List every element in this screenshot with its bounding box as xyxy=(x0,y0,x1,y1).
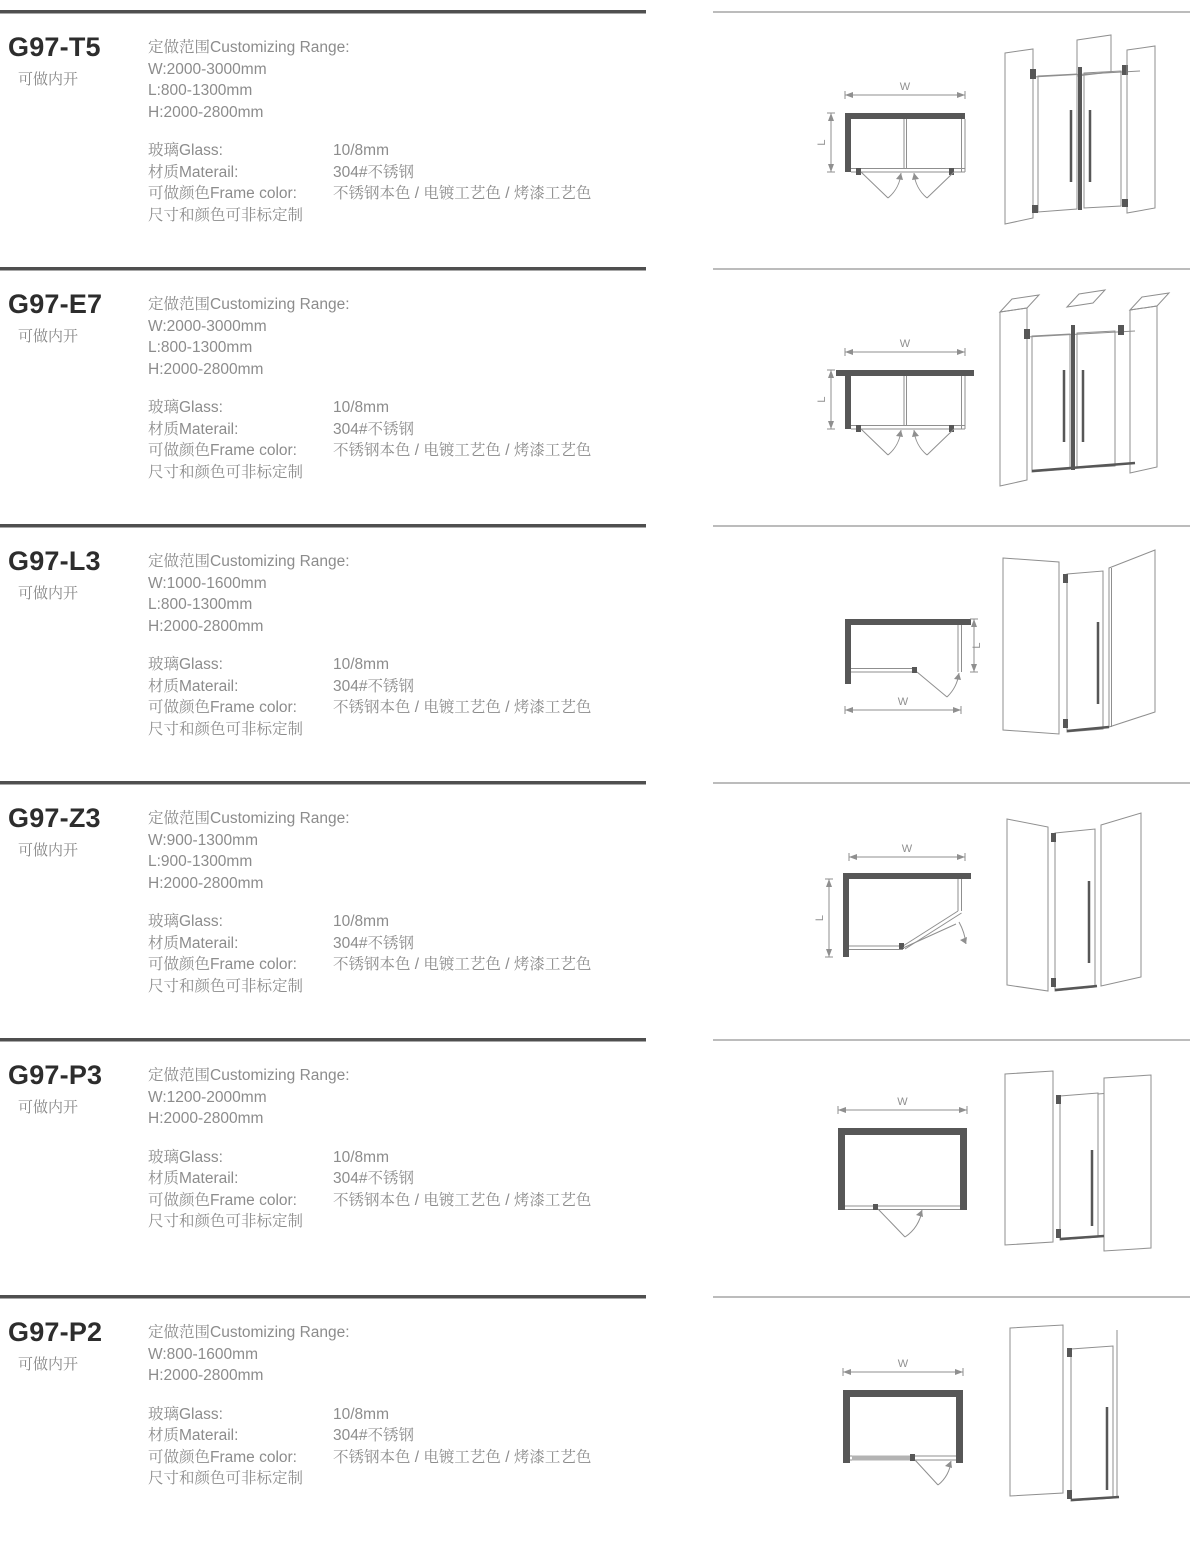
range-title: 定做范围Customizing Range: xyxy=(148,810,350,827)
spec-label: 材质Materail: xyxy=(148,1427,239,1444)
spec-row xyxy=(148,933,591,955)
range-line: H:2000-2800mm xyxy=(148,360,264,378)
divider-left-segment xyxy=(0,781,646,785)
plan-dim-l-label: L xyxy=(816,139,828,146)
product-section xyxy=(0,1295,1200,1552)
plan-dim-w-label: W xyxy=(897,696,909,708)
specs-column xyxy=(148,37,591,226)
spec-label: 材质Materail: xyxy=(148,934,239,952)
spec-row xyxy=(148,719,591,741)
range-line: W:2000-3000mm xyxy=(148,60,267,78)
diagram xyxy=(715,1038,1185,1295)
spec-value: 304#不锈钢 xyxy=(333,163,414,181)
plan-dim-w-label: W xyxy=(901,843,913,855)
spec-row xyxy=(148,1211,591,1233)
model-subtitle: 可做内开 xyxy=(18,842,79,859)
range-line: L:900-1300mm xyxy=(148,853,253,870)
range-line: L:800-1300mm xyxy=(148,596,253,613)
plan-dim-w-label: W xyxy=(899,81,911,93)
plan-dim-l-label: L xyxy=(814,914,826,922)
range-lines xyxy=(148,59,591,124)
range-lines xyxy=(148,830,591,895)
plan-view xyxy=(843,1358,963,1485)
spec-row xyxy=(148,654,591,676)
range-title: 定做范围Customizing Range: xyxy=(148,1067,350,1084)
range-line: H:2000-2800mm xyxy=(148,1110,264,1127)
spec-row xyxy=(148,419,591,441)
elevation-view xyxy=(1000,290,1169,486)
spec-rows xyxy=(148,397,591,483)
diagram xyxy=(715,10,1185,267)
spec-row xyxy=(148,162,591,184)
spec-rows xyxy=(148,654,591,740)
spec-label: 材质Materail: xyxy=(148,420,239,438)
range-lines xyxy=(148,1087,591,1130)
spec-row xyxy=(148,1425,591,1447)
spec-row xyxy=(148,911,591,933)
spec-label: 可做颜色Frame color: xyxy=(148,1448,297,1466)
specs-column xyxy=(148,1322,591,1490)
range-line: W:1000-1600mm xyxy=(148,574,267,592)
elevation-view xyxy=(1003,550,1155,734)
range-line: L:800-1300mm xyxy=(148,82,253,99)
spec-label: 尺寸和颜色可非标定制 xyxy=(148,206,304,224)
spec-value: 不锈钢本色 / 电镀工艺色 / 烤漆工艺色 xyxy=(333,1191,592,1209)
divider-left-segment xyxy=(0,10,646,14)
spec-label: 材质Materail: xyxy=(148,1170,239,1187)
spec-rows xyxy=(148,140,591,226)
diagram-svg xyxy=(715,267,1185,524)
model-subtitle: 可做内开 xyxy=(18,585,79,602)
specs-column xyxy=(148,808,591,997)
product-section xyxy=(0,1038,1200,1295)
range-lines xyxy=(148,316,591,381)
plan-dim-l-label: L xyxy=(816,396,828,403)
spec-label: 尺寸和颜色可非标定制 xyxy=(148,977,304,995)
spec-row xyxy=(148,462,591,484)
model-subtitle: 可做内开 xyxy=(18,1099,79,1116)
model-name: G97-P2 xyxy=(8,1317,103,1347)
range-line: H:2000-2800mm xyxy=(148,1367,264,1384)
diagram-svg xyxy=(715,781,1185,1038)
spec-row xyxy=(148,205,591,227)
range-line: W:900-1300mm xyxy=(148,831,258,849)
diagram-svg xyxy=(715,524,1185,781)
spec-value: 不锈钢本色 / 电镀工艺色 / 烤漆工艺色 xyxy=(333,1448,592,1466)
spec-label: 尺寸和颜色可非标定制 xyxy=(148,720,304,738)
spec-row xyxy=(148,1404,591,1426)
specs-column xyxy=(148,1065,591,1233)
spec-label: 可做颜色Frame color: xyxy=(148,956,297,973)
range-line: H:2000-2800mm xyxy=(148,874,264,892)
plan-dim-w-label: W xyxy=(897,1358,909,1370)
diagram xyxy=(715,781,1185,1038)
spec-row xyxy=(148,676,591,698)
spec-row xyxy=(148,976,591,998)
plan-dim-w-label: W xyxy=(897,1096,908,1108)
spec-rows xyxy=(148,1147,591,1233)
diagram xyxy=(715,1295,1185,1552)
spec-row xyxy=(148,954,591,976)
range-title: 定做范围Customizing Range: xyxy=(148,553,350,570)
range-line: W:1200-2000mm xyxy=(148,1088,267,1106)
spec-label: 材质Materail: xyxy=(148,677,239,695)
plan-view xyxy=(838,1096,967,1237)
range-line: H:2000-2800mm xyxy=(148,103,264,121)
spec-row xyxy=(148,1168,591,1190)
model-subtitle: 可做内开 xyxy=(18,1356,79,1373)
range-line: W:2000-3000mm xyxy=(148,317,267,335)
spec-row xyxy=(148,1468,591,1490)
model-name: G97-Z3 xyxy=(8,803,101,833)
divider-left-segment xyxy=(0,524,646,528)
spec-label: 玻璃Glass: xyxy=(148,1405,223,1423)
plan-view xyxy=(816,338,974,455)
spec-row xyxy=(148,1447,591,1469)
spec-label: 尺寸和颜色可非标定制 xyxy=(148,463,304,481)
spec-label: 玻璃Glass: xyxy=(148,913,223,930)
divider-left-segment xyxy=(0,267,646,271)
spec-row xyxy=(148,140,591,162)
spec-label: 玻璃Glass: xyxy=(148,399,223,416)
model-subtitle: 可做内开 xyxy=(18,328,79,345)
spec-value: 10/8mm xyxy=(333,1148,389,1166)
spec-value: 304#不锈钢 xyxy=(333,1427,414,1444)
plan-view xyxy=(816,81,965,198)
spec-label: 玻璃Glass: xyxy=(148,1148,223,1166)
product-section xyxy=(0,781,1200,1038)
spec-value: 不锈钢本色 / 电镀工艺色 / 烤漆工艺色 xyxy=(333,956,592,973)
spec-row xyxy=(148,1147,591,1169)
specs-column xyxy=(148,294,591,483)
model-name: G97-P3 xyxy=(8,1060,103,1090)
spec-label: 可做颜色Frame color: xyxy=(148,699,297,716)
model-name: G97-L3 xyxy=(8,546,101,576)
spec-value: 304#不锈钢 xyxy=(333,677,414,695)
spec-value: 10/8mm xyxy=(333,142,389,159)
plan-view xyxy=(845,619,983,714)
spec-value: 不锈钢本色 / 电镀工艺色 / 烤漆工艺色 xyxy=(333,442,592,459)
spec-rows xyxy=(148,1404,591,1490)
spec-label: 玻璃Glass: xyxy=(148,656,223,673)
range-title: 定做范围Customizing Range: xyxy=(148,1324,350,1341)
elevation-view xyxy=(1005,1071,1151,1251)
spec-value: 不锈钢本色 / 电镀工艺色 / 烤漆工艺色 xyxy=(333,185,592,202)
spec-label: 材质Materail: xyxy=(148,163,239,181)
product-section xyxy=(0,267,1200,524)
specs-column xyxy=(148,551,591,740)
plan-dim-w-label: W xyxy=(899,338,911,350)
diagram-svg xyxy=(715,1038,1185,1295)
diagram xyxy=(715,267,1185,524)
range-lines xyxy=(148,573,591,638)
spec-label: 可做颜色Frame color: xyxy=(148,442,297,459)
spec-value: 10/8mm xyxy=(333,656,389,673)
model-name: G97-T5 xyxy=(8,32,101,62)
spec-value: 10/8mm xyxy=(333,913,389,930)
range-line: L:800-1300mm xyxy=(148,339,253,356)
spec-value: 304#不锈钢 xyxy=(333,934,414,952)
spec-rows xyxy=(148,911,591,997)
elevation-view xyxy=(1005,35,1155,224)
spec-label: 尺寸和颜色可非标定制 xyxy=(148,1470,304,1487)
model-subtitle: 可做内开 xyxy=(18,71,79,88)
spec-label: 玻璃Glass: xyxy=(148,142,223,159)
spec-row xyxy=(148,697,591,719)
spec-label: 可做颜色Frame color: xyxy=(148,185,297,202)
spec-value: 10/8mm xyxy=(333,1405,389,1423)
spec-row xyxy=(148,397,591,419)
spec-value: 304#不锈钢 xyxy=(333,420,414,438)
product-section xyxy=(0,10,1200,267)
diagram-svg xyxy=(715,1295,1185,1552)
range-lines xyxy=(148,1344,591,1387)
spec-label: 尺寸和颜色可非标定制 xyxy=(148,1213,304,1230)
plan-dim-l-label: L xyxy=(971,642,983,649)
divider-left-segment xyxy=(0,1038,646,1042)
elevation-view xyxy=(1007,813,1141,991)
range-line: W:800-1600mm xyxy=(148,1345,258,1363)
diagram-svg xyxy=(715,10,1185,267)
product-section xyxy=(0,524,1200,781)
spec-value: 10/8mm xyxy=(333,399,389,416)
plan-view xyxy=(814,843,971,957)
elevation-view xyxy=(1010,1325,1119,1501)
spec-row xyxy=(148,1190,591,1212)
range-title: 定做范围Customizing Range: xyxy=(148,296,350,313)
spec-value: 不锈钢本色 / 电镀工艺色 / 烤漆工艺色 xyxy=(333,699,592,716)
range-line: H:2000-2800mm xyxy=(148,617,264,635)
model-name: G97-E7 xyxy=(8,289,103,319)
spec-row xyxy=(148,440,591,462)
spec-value: 304#不锈钢 xyxy=(333,1170,414,1187)
diagram xyxy=(715,524,1185,781)
spec-row xyxy=(148,183,591,205)
spec-label: 可做颜色Frame color: xyxy=(148,1191,297,1209)
range-title: 定做范围Customizing Range: xyxy=(148,39,350,56)
divider-left-segment xyxy=(0,1295,646,1299)
